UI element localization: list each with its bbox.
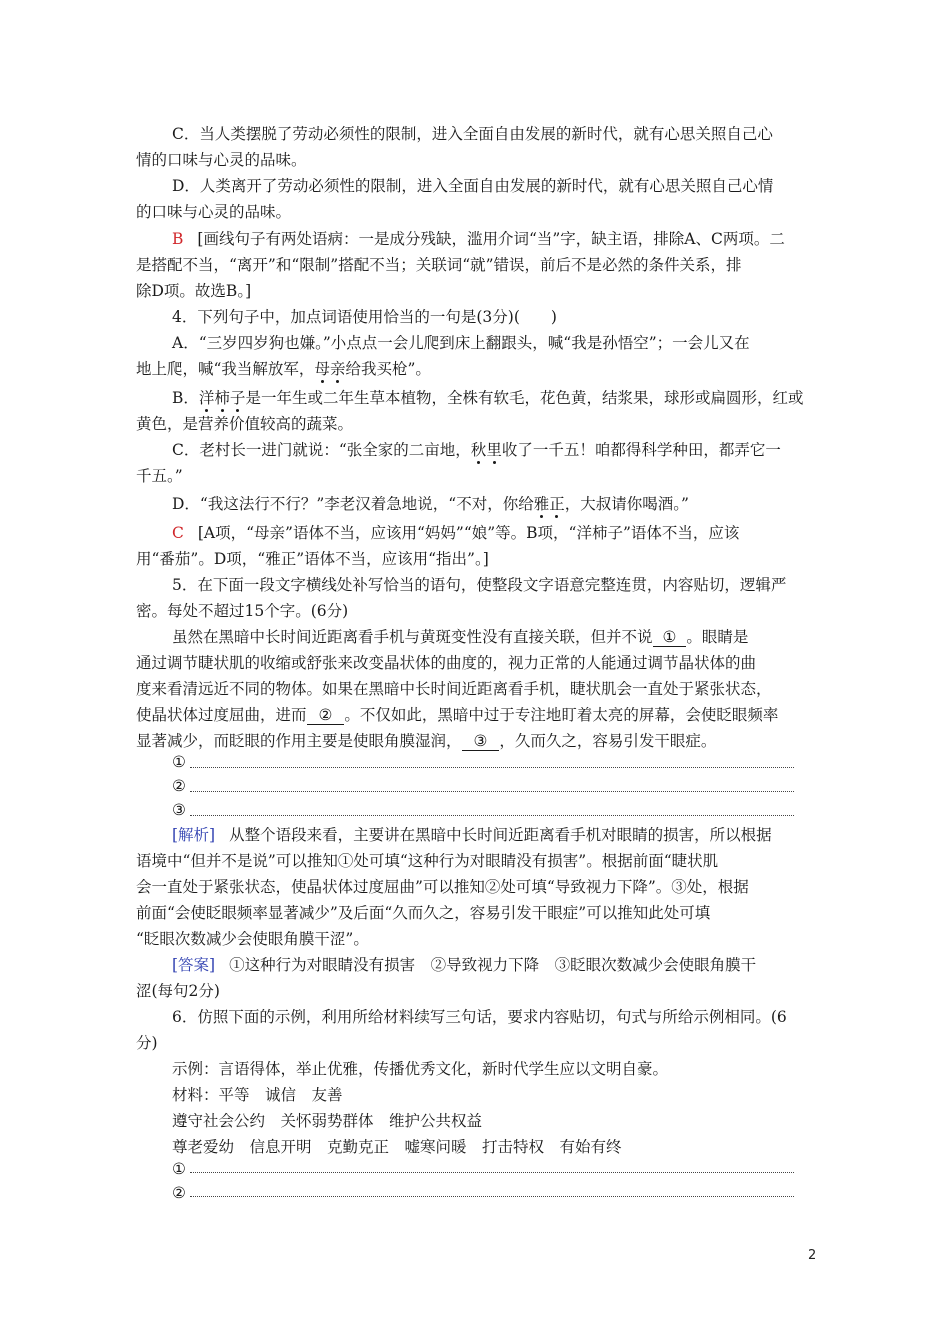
dotted-char: 子 [229, 389, 246, 407]
q5-para-text: 使晶状体过度屈曲，进而 [136, 706, 307, 724]
dotted-char: 亲 [329, 360, 346, 378]
q5-analysis-line4: 前面“会使眨眼频率显著减少”及后面“久而久之，容易引发干眼症”可以推知此处可填 [136, 904, 711, 922]
q4-option-b-line2: 黄色，是营养价值较高的蔬菜。 [136, 415, 354, 433]
q6-row1: 遵守社会公约 关怀弱势群体 维护公共权益 [172, 1112, 483, 1130]
dotted-char: 里 [486, 441, 502, 459]
q5-para-line5 [136, 730, 716, 752]
q5-answer-line2: 涩(每句2分) [136, 982, 220, 1000]
q5-para-line4 [136, 704, 778, 726]
q4-option-b-post: 是一年生或二年生草本植物，全株有软毛，花色黄，结浆果，球形或扁圆形，红或 [245, 389, 804, 407]
q3-option-c-line1: C．当人类摆脱了劳动必须性的限制，进入全面自由发展的新时代，就有心思关照自己心 [172, 125, 773, 143]
answer-line[interactable] [190, 1172, 794, 1173]
q5-analysis-line3: 会一直处于紧张状态，使晶状体过度屈曲”可以推知②处可填“导致视力下降”。③处，根据 [136, 878, 749, 896]
q5-analysis-line2: 语境中“但并不是说”可以推知①处可填“这种行为对眼睛没有损害”。根据前面“睫状肌 [136, 852, 719, 870]
q4-option-d-line1 [172, 493, 689, 515]
q4-option-a-pre: 地上爬，喊“我当解放军， [136, 360, 315, 378]
dotted-char: 柿 [214, 389, 230, 407]
fill-blank-2: ② [307, 706, 345, 725]
q4-option-c-post: 收了一千五！咱都得科学种田，都弄它一 [501, 441, 781, 459]
q5-para-text: ，久而久之，容易引发干眼症。 [499, 732, 717, 750]
q4-option-b-line1 [172, 387, 803, 409]
dotted-char: 秋 [470, 441, 487, 459]
q3-option-d-line2: 的口味与心灵的品味。 [136, 203, 292, 221]
q4-option-a-post: 给我买枪”。 [345, 360, 431, 378]
q5-analysis-text: 从整个语段来看，主要讲在黑暗中长时间近距离看手机对眼睛的损害，所以根据 [229, 826, 772, 844]
dotted-char: 雅 [533, 495, 550, 513]
dotted-char: 母 [314, 360, 330, 378]
q4-option-c-line1 [172, 439, 781, 461]
q4-option-d-post: ，大叔请你喝酒。” [564, 495, 689, 513]
answer-line[interactable] [190, 1196, 794, 1197]
fill-blank-1: ① [653, 628, 687, 647]
q6-stem-line2: 分) [136, 1034, 158, 1052]
q4-option-c-line2: 千五。” [136, 467, 183, 485]
q5-para-line1 [172, 626, 748, 648]
q5-stem-line1: 5．在下面一段文字横线处补写恰当的语句，使整段文字语意完整连贯，内容贴切，逻辑严 [172, 576, 787, 594]
q5-stem-line2: 密。每处不超过15个字。(6分) [136, 602, 349, 620]
q4-explanation-text: [A项，“母亲”语体不当，应该用“妈妈”“娘”等。B项，“洋柿子”语体不当，应该 [197, 524, 740, 542]
analysis-tag: [解析] [172, 826, 216, 844]
dotted-char: 正 [549, 495, 565, 513]
q3-option-d-line1: D．人类离开了劳动必须性的限制，进入全面自由发展的新时代，就有心思关照自己心情 [172, 177, 774, 195]
q5-para-text: 。不仅如此，黑暗中过于专注地盯着太亮的屏幕，会使眨眼频率 [344, 706, 779, 724]
q4-explanation-line2: 用“番茄”。D项，“雅正”语体不当，应该用“指出”。] [136, 550, 489, 568]
q3-explanation-text: [画线句子有两处语病：一是成分残缺，滥用介词“当”字，缺主语，排除A、C两项。二 [197, 230, 785, 248]
q5-para-line2: 通过调节睫状肌的收缩或舒张来改变晶状体的曲度的，视力正常的人能通过调节晶状体的曲 [136, 654, 757, 672]
answer-line[interactable] [190, 767, 794, 768]
q4-explanation-line1 [172, 522, 739, 544]
q5-analysis-line1 [172, 824, 772, 846]
q4-stem: 4．下列句子中，加点词语使用恰当的一句是(3分)( ) [172, 308, 557, 326]
q4-option-b-pre: B． [172, 389, 199, 407]
q6-answer-line-label-2: ② [172, 1184, 186, 1202]
q6-row2: 尊老爱幼 信息开明 克勤克正 嘘寒问暖 打击特权 有始有终 [172, 1138, 622, 1156]
q4-option-d-pre: D．“我这法行不行？”李老汉着急地说，“不对，你给 [172, 495, 534, 513]
q5-answer-line1 [172, 954, 756, 976]
q6-material: 材料：平等 诚信 友善 [172, 1086, 343, 1104]
q3-explanation-line3: 除D项。故选B。] [136, 282, 252, 300]
q4-answer-letter: C [172, 524, 184, 542]
dotted-char: 洋 [198, 389, 215, 407]
q6-example: 示例：言语得体，举止优雅，传播优秀文化，新时代学生应以文明自豪。 [172, 1060, 669, 1078]
q3-explanation-line1 [172, 228, 785, 250]
q5-answer-line-label-3: ③ [172, 801, 186, 819]
answer-tag: [答案] [172, 956, 216, 974]
q6-answer-line-label-1: ① [172, 1160, 186, 1178]
q5-para-line3: 度来看清远近不同的物体。如果在黑暗中长时间近距离看手机，睫状肌会一直处于紧张状态， [136, 680, 772, 698]
q4-option-a-line1: A．“三岁四岁狗也嫌。”小点点一会儿爬到床上翻跟头，喊“我是孙悟空”；一会儿又在 [172, 334, 750, 352]
q3-explanation-line2: 是搭配不当，“离开”和“限制”搭配不当；关联词“就”错误，前后不是必然的条件关系，排 [136, 256, 742, 274]
q3-answer-letter: B [172, 230, 184, 248]
q5-answer-line-label-1: ① [172, 753, 186, 771]
q3-option-c-line2: 情的口味与心灵的品味。 [136, 151, 307, 169]
q6-stem-line1: 6．仿照下面的示例，利用所给材料续写三句话，要求内容贴切，句式与所给示例相同。(6 [172, 1008, 787, 1026]
q4-option-c-pre: C．老村长一进门就说：“张全家的二亩地， [172, 441, 471, 459]
q5-answer-text: ①这种行为对眼睛没有损害 ②导致视力下降 ③眨眼次数减少会使眼角膜干 [229, 956, 757, 974]
q5-para-text: 显著减少，而眨眼的作用主要是使眼角膜湿润， [136, 732, 462, 750]
q4-option-a-line2 [136, 358, 431, 380]
answer-line[interactable] [190, 791, 794, 792]
q5-answer-line-label-2: ② [172, 777, 186, 795]
fill-blank-3: ③ [462, 732, 500, 751]
q5-para-text: 虽然在黑暗中长时间近距离看手机与黄斑变性没有直接关联，但并不说 [172, 628, 653, 646]
q5-analysis-line5: “眨眼次数减少会使眼角膜干涩”。 [136, 930, 369, 948]
q5-para-text: 。眼睛是 [686, 628, 749, 646]
page-number: 2 [808, 1248, 817, 1263]
answer-line[interactable] [190, 815, 794, 816]
